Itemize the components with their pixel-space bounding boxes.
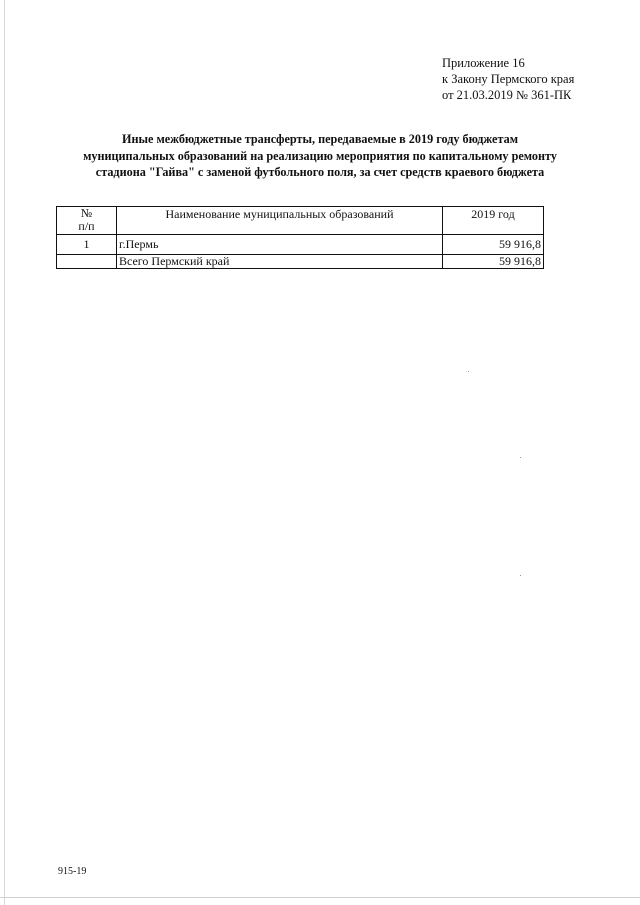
row-number-cell: 1: [57, 235, 117, 255]
column-header-year: 2019 год: [443, 207, 544, 235]
table-total-row: [57, 255, 544, 269]
total-label-cell: Всего Пермский край: [117, 255, 443, 269]
title-line-3: стадиона "Гайва" с заменой футбольного поля, за счет средств краевого бюджета: [95, 165, 545, 179]
row-amount-cell: 59 916,8: [443, 235, 544, 255]
title-line-1: Иные межбюджетные трансферты, передаваемые в 2019 году бюджетам: [121, 132, 519, 146]
column-header-number-line2: п/п: [78, 219, 95, 233]
appendix-number: Приложение 16: [442, 56, 525, 70]
total-amount-cell: 59 916,8: [443, 255, 544, 269]
appendix-law-date-number: от 21.03.2019 № 361-ПК: [442, 88, 572, 102]
transfers-table: [56, 206, 544, 269]
scan-speck: [520, 457, 521, 458]
table-header-row: [57, 207, 544, 235]
column-header-number: [57, 207, 117, 235]
title-line-2: муниципальных образований на реализацию мероприятия по капитальному ремонту: [83, 148, 557, 163]
scan-speck: [520, 575, 521, 576]
appendix-block: [442, 55, 574, 103]
scan-speck: [468, 371, 469, 372]
total-number-cell: [57, 255, 117, 269]
document-code: 915-19: [58, 866, 87, 877]
column-header-number-line1: №: [80, 206, 93, 220]
table-row: [57, 235, 544, 255]
row-municipality-cell: г.Пермь: [117, 235, 443, 255]
column-header-municipality: Наименование муниципальных образований: [117, 207, 443, 235]
appendix-law-reference: к Закону Пермского края: [442, 72, 575, 86]
document-title: [40, 131, 600, 181]
page-scan-bottom-edge: [0, 897, 640, 898]
page-scan-edge: [4, 0, 5, 905]
